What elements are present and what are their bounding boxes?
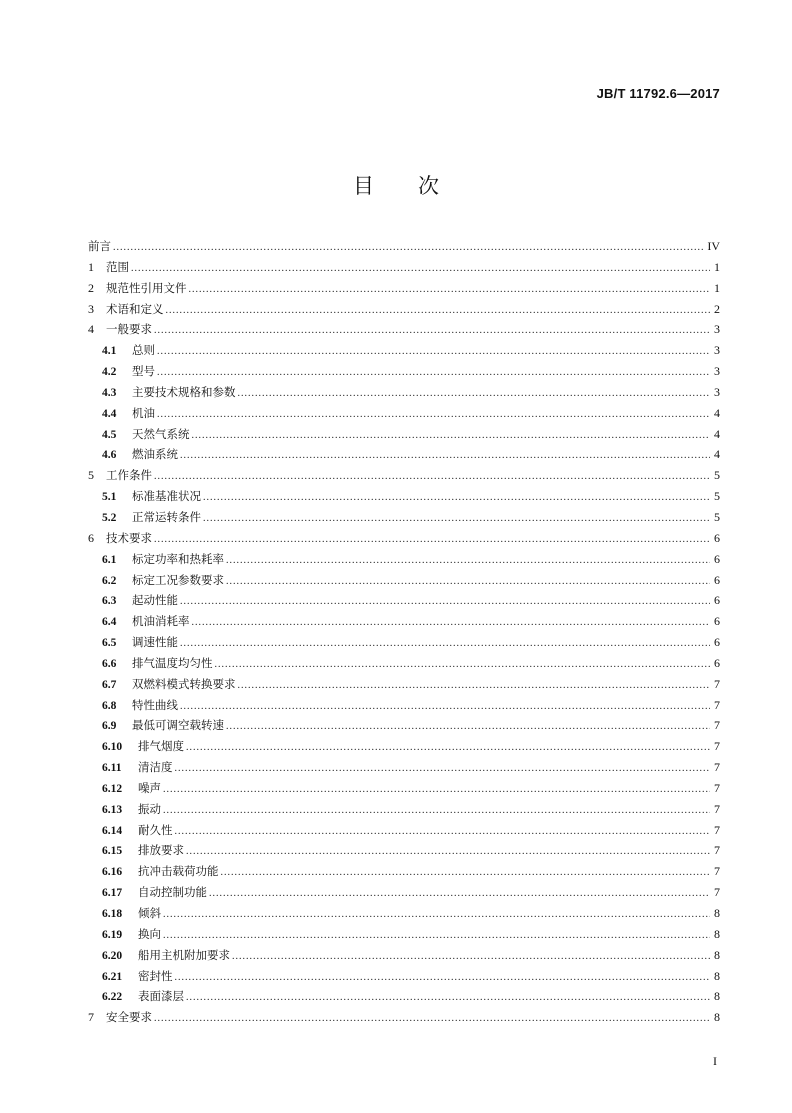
toc-entry-number: 5.2 — [102, 511, 117, 524]
toc-entry-page: 1 — [714, 259, 720, 274]
toc-dot-leader — [238, 384, 711, 405]
toc-entry-number: 4.3 — [102, 386, 117, 399]
toc-entry-number: 6.7 — [102, 678, 117, 691]
toc-entry-page: 7 — [714, 864, 720, 879]
toc-dot-leader — [215, 655, 711, 676]
toc-entry-page: 8 — [714, 947, 720, 962]
document-code: JB/T 11792.6—2017 — [596, 86, 720, 101]
toc-entry-number: 6.20 — [102, 949, 123, 962]
toc-dot-leader — [232, 947, 710, 968]
toc-entry-label: 范围 — [106, 259, 129, 274]
toc-entry[interactable] — [88, 882, 720, 903]
toc-entry-page: 5 — [714, 468, 720, 483]
toc-entry-label: 耐久性 — [138, 822, 173, 837]
toc-entry[interactable] — [88, 361, 720, 382]
toc-entry-number: 6.21 — [102, 970, 123, 983]
toc-entry-page: 3 — [714, 364, 720, 379]
toc-entry-label: 标定功率和热耗率 — [132, 551, 224, 566]
toc-entry[interactable] — [88, 653, 720, 674]
toc-entry-label: 安全要求 — [106, 1010, 152, 1025]
toc-entry-label: 规范性引用文件 — [106, 280, 187, 295]
toc-entry-page: 4 — [714, 405, 720, 420]
toc-entry[interactable] — [88, 695, 720, 716]
toc-dot-leader — [157, 405, 710, 426]
toc-entry-label: 一般要求 — [106, 322, 152, 337]
toc-entry-page: 8 — [714, 989, 720, 1004]
toc-entry-page: 8 — [714, 968, 720, 983]
toc-entry-number: 6.16 — [102, 866, 123, 879]
toc-entry-label: 倾斜 — [138, 906, 161, 920]
toc-entry-number: 5.1 — [102, 491, 117, 504]
toc-entry[interactable] — [88, 486, 720, 507]
toc-entry-number: 6.22 — [102, 991, 123, 1004]
toc-entry-number: 6.11 — [102, 762, 122, 775]
toc-entry-number: 4.6 — [102, 449, 117, 462]
toc-dot-leader — [180, 592, 710, 613]
toc-entry-page: 7 — [714, 739, 720, 754]
toc-dot-leader — [154, 321, 710, 342]
toc-entry-number: 6.13 — [102, 803, 123, 816]
toc-entry-page: 7 — [714, 760, 720, 775]
page-title — [0, 170, 792, 200]
toc-entry-page: 8 — [714, 1010, 720, 1025]
toc-entry-page: 7 — [714, 676, 720, 691]
toc-dot-leader — [157, 363, 710, 384]
toc-entry-page: 7 — [714, 822, 720, 837]
toc-entry-number: 7 — [88, 1010, 94, 1025]
toc-entry-label: 排放要求 — [138, 843, 184, 858]
page-title-char-1: 目 — [353, 174, 374, 198]
toc-entry-label: 振动 — [138, 801, 161, 816]
toc-entry-label: 燃油系统 — [132, 447, 178, 462]
toc-dot-leader — [189, 280, 711, 301]
toc-entry-page: 3 — [714, 384, 720, 399]
toc-entry[interactable] — [88, 528, 720, 549]
toc-entry-page: 7 — [714, 718, 720, 733]
toc-entry-number: 2 — [88, 280, 94, 295]
toc-entry-label: 调速性能 — [132, 635, 178, 650]
toc-entry-label: 标准基准状况 — [132, 489, 201, 504]
toc-entry-label: 前言 — [88, 239, 111, 253]
toc-entry[interactable] — [88, 1007, 720, 1028]
toc-entry-page: 7 — [714, 697, 720, 712]
toc-entry-label: 工作条件 — [106, 468, 152, 483]
toc-dot-leader — [175, 968, 711, 989]
toc-entry-label: 技术要求 — [106, 530, 152, 545]
toc-entry[interactable] — [88, 861, 720, 882]
toc-dot-leader — [186, 842, 710, 863]
toc-entry[interactable] — [88, 549, 720, 570]
toc-entry[interactable] — [88, 986, 720, 1007]
toc-entry-page: 4 — [714, 426, 720, 441]
toc-dot-leader — [226, 551, 710, 572]
toc-entry[interactable] — [88, 924, 720, 945]
toc-entry-number: 4.1 — [102, 345, 117, 358]
toc-entry[interactable] — [88, 299, 720, 320]
toc-entry[interactable] — [88, 757, 720, 778]
toc-entry[interactable] — [88, 507, 720, 528]
toc-dot-leader — [203, 509, 710, 530]
toc-entry-label: 最低可调空载转速 — [132, 718, 224, 733]
toc-entry-label: 型号 — [132, 364, 155, 379]
toc-entry-page: 4 — [714, 447, 720, 462]
toc-dot-leader — [226, 717, 710, 738]
toc-entry[interactable] — [88, 820, 720, 841]
table-of-contents — [88, 236, 720, 1028]
toc-entry[interactable] — [88, 382, 720, 403]
toc-entry-label: 船用主机附加要求 — [138, 947, 230, 962]
toc-dot-leader — [154, 1009, 710, 1030]
toc-dot-leader — [157, 342, 710, 363]
toc-entry[interactable] — [88, 278, 720, 299]
toc-entry-page: 1 — [714, 280, 720, 295]
toc-dot-leader — [186, 738, 710, 759]
toc-entry-label: 换向 — [138, 926, 161, 941]
toc-entry-page: IV — [707, 239, 720, 253]
toc-entry[interactable] — [88, 778, 720, 799]
toc-entry-number: 6.15 — [102, 845, 123, 858]
toc-entry-number: 6.10 — [102, 741, 123, 754]
toc-entry-number: 4.4 — [102, 407, 117, 420]
toc-entry-page: 6 — [714, 551, 720, 566]
toc-entry[interactable] — [88, 257, 720, 278]
toc-entry-label: 密封性 — [138, 968, 173, 983]
toc-entry-label: 特性曲线 — [132, 697, 178, 712]
toc-entry-number: 4 — [88, 322, 94, 337]
toc-dot-leader — [113, 238, 705, 259]
toc-entry-number: 4.2 — [102, 366, 117, 379]
toc-entry-number: 6.14 — [102, 824, 123, 837]
toc-dot-leader — [163, 780, 710, 801]
toc-entry-page: 6 — [714, 635, 720, 650]
toc-entry-label: 表面漆层 — [138, 989, 184, 1004]
toc-entry-label: 总则 — [132, 343, 155, 358]
toc-entry[interactable] — [88, 736, 720, 757]
toc-dot-leader — [163, 926, 710, 947]
toc-entry[interactable] — [88, 236, 720, 257]
toc-entry-number: 6.3 — [102, 595, 117, 608]
toc-dot-leader — [154, 467, 710, 488]
toc-entry[interactable] — [88, 799, 720, 820]
toc-entry-label: 双燃料模式转换要求 — [132, 676, 236, 691]
toc-entry-page: 3 — [714, 322, 720, 337]
toc-dot-leader — [154, 530, 710, 551]
toc-entry-page: 5 — [714, 509, 720, 524]
toc-entry-page: 6 — [714, 593, 720, 608]
toc-dot-leader — [192, 613, 711, 634]
toc-dot-leader — [163, 905, 710, 926]
toc-entry-number: 4.5 — [102, 428, 117, 441]
toc-entry[interactable] — [88, 674, 720, 695]
toc-entry-number: 6.12 — [102, 782, 123, 795]
toc-entry[interactable] — [88, 444, 720, 465]
toc-entry-number: 6.8 — [102, 699, 117, 712]
toc-entry-label: 机油消耗率 — [132, 614, 190, 629]
toc-entry-label: 自动控制功能 — [138, 885, 207, 900]
toc-entry-page: 6 — [714, 530, 720, 545]
toc-entry-page: 5 — [714, 489, 720, 504]
toc-entry-number: 6 — [88, 530, 94, 545]
toc-entry[interactable] — [88, 840, 720, 861]
toc-entry-page: 6 — [714, 614, 720, 629]
toc-entry-page: 8 — [714, 926, 720, 941]
toc-entry[interactable] — [88, 340, 720, 361]
toc-entry[interactable] — [88, 465, 720, 486]
toc-entry-number: 6.1 — [102, 553, 117, 566]
toc-dot-leader — [163, 801, 710, 822]
toc-entry[interactable] — [88, 319, 720, 340]
toc-entry-label: 排气温度均匀性 — [132, 655, 213, 670]
toc-entry[interactable] — [88, 903, 720, 924]
toc-entry-page: 7 — [714, 780, 720, 795]
toc-entry-number: 6.2 — [102, 574, 117, 587]
toc-entry-page: 3 — [714, 343, 720, 358]
toc-dot-leader — [203, 488, 710, 509]
toc-entry-label: 主要技术规格和参数 — [132, 384, 236, 399]
toc-dot-leader — [180, 446, 710, 467]
toc-entry-number: 1 — [88, 259, 94, 274]
toc-entry-label: 噪声 — [138, 780, 161, 795]
toc-dot-leader — [166, 301, 711, 322]
toc-entry-number: 6.19 — [102, 928, 123, 941]
toc-dot-leader — [209, 884, 710, 905]
toc-entry-label: 标定工况参数要求 — [132, 572, 224, 587]
toc-entry-label: 天然气系统 — [132, 426, 190, 441]
toc-entry-page: 6 — [714, 572, 720, 587]
toc-entry-page: 7 — [714, 885, 720, 900]
toc-entry-number: 6.17 — [102, 887, 123, 900]
toc-entry-label: 抗冲击载荷功能 — [138, 864, 219, 879]
toc-entry-number: 6.6 — [102, 657, 117, 670]
toc-entry[interactable] — [88, 632, 720, 653]
toc-entry-number: 6.18 — [102, 908, 123, 920]
toc-entry-number: 6.4 — [102, 616, 117, 629]
toc-entry-label: 正常运转条件 — [132, 509, 201, 524]
toc-entry-label: 起动性能 — [132, 593, 178, 608]
toc-dot-leader — [221, 863, 711, 884]
toc-entry[interactable] — [88, 611, 720, 632]
toc-entry-label: 排气烟度 — [138, 739, 184, 754]
toc-dot-leader — [131, 259, 710, 280]
footer-page-number: I — [713, 1054, 717, 1068]
toc-entry[interactable] — [88, 403, 720, 424]
toc-dot-leader — [175, 759, 711, 780]
toc-entry-number: 6.5 — [102, 637, 117, 650]
toc-entry-label: 机油 — [132, 405, 155, 420]
toc-entry[interactable] — [88, 966, 720, 987]
toc-dot-leader — [192, 426, 711, 447]
toc-entry[interactable] — [88, 570, 720, 591]
toc-entry-label: 清洁度 — [138, 760, 173, 775]
toc-entry-page: 8 — [714, 906, 720, 920]
toc-dot-leader — [180, 697, 710, 718]
toc-entry-page: 6 — [714, 655, 720, 670]
toc-dot-leader — [180, 634, 710, 655]
toc-dot-leader — [186, 988, 710, 1009]
toc-entry-page: 7 — [714, 801, 720, 816]
toc-entry[interactable] — [88, 424, 720, 445]
toc-dot-leader — [175, 822, 711, 843]
page-title-char-2: 次 — [418, 174, 439, 198]
toc-entry-label: 术语和定义 — [106, 301, 164, 316]
toc-entry[interactable] — [88, 715, 720, 736]
toc-entry[interactable] — [88, 590, 720, 611]
toc-dot-leader — [238, 676, 711, 697]
toc-entry[interactable] — [88, 945, 720, 966]
toc-dot-leader — [226, 572, 710, 593]
toc-entry-number: 6.9 — [102, 720, 117, 733]
toc-entry-page: 7 — [714, 843, 720, 858]
toc-entry-number: 5 — [88, 468, 94, 483]
toc-entry-page: 2 — [714, 301, 720, 316]
toc-entry-number: 3 — [88, 301, 94, 316]
